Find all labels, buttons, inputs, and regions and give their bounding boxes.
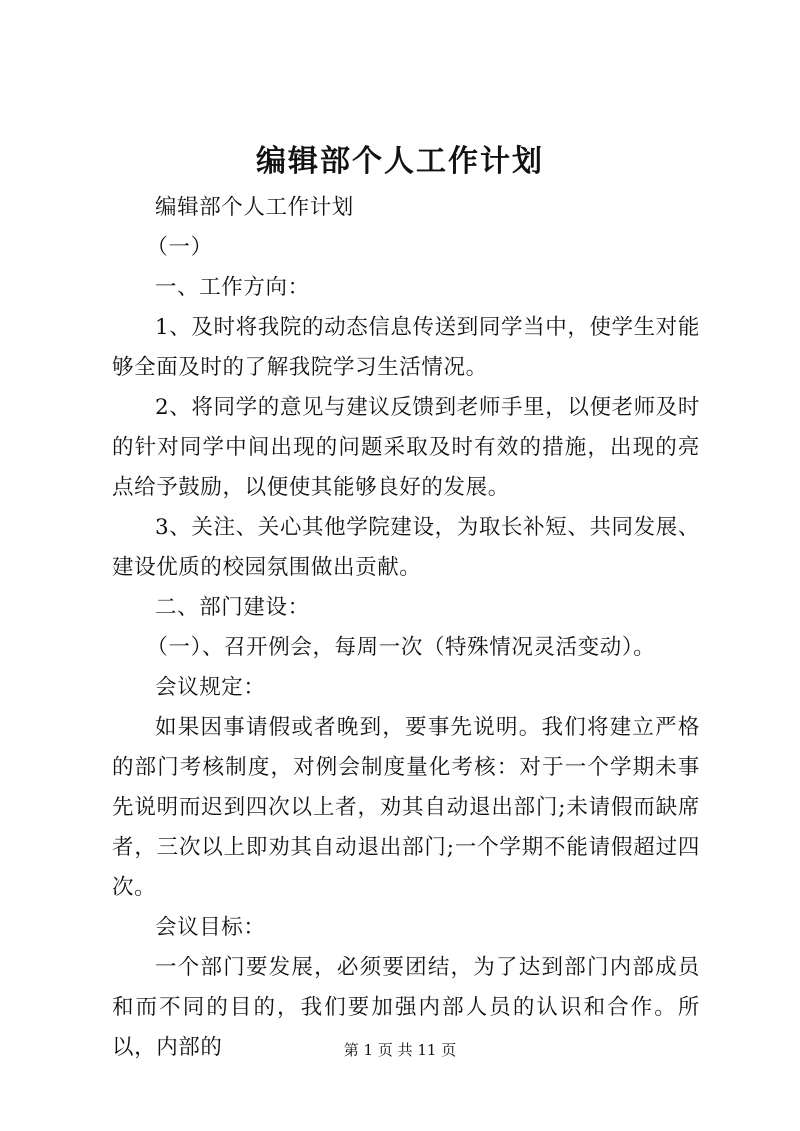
paragraph-subtitle: 编辑部个人工作计划: [155, 195, 354, 220]
paragraph-heading-meeting-goals: 会议目标：: [155, 915, 266, 940]
paragraph-heading-work-direction: 一、工作方向：: [155, 275, 310, 300]
paragraph-meeting-schedule: （一）、召开例会，每周一次（特殊情况灵活变动）。: [146, 635, 656, 660]
paragraph-item-1: 1、及时将我院的动态信息传送到同学当中，使学生对能够全面及时的了解我院学习生活情况。: [112, 315, 700, 380]
paragraph-item-2: 2、将同学的意见与建议反馈到老师手里，以便老师及时的针对同学中间出现的问题采取及时有效的措施，出现的亮点给予鼓励，以便使其能够良好的发展。: [112, 395, 700, 500]
document-body: [112, 188, 700, 1068]
paragraph-heading-meeting-rules: 会议规定：: [155, 675, 266, 700]
paragraph-meeting-goals: 一个部门要发展，必须要团结，为了达到部门内部成员和而不同的目的，我们要加强内部人员的认识和合作。所以，内部的: [112, 955, 700, 1060]
document-title: 编辑部个人工作计划: [256, 144, 544, 179]
paragraph-meeting-rules: 如果因事请假或者晚到，要事先说明。我们将建立严格的部门考核制度，对例会制度量化考核：对于一个学期未事先说明而迟到四次以上者，劝其自动退出部门;未请假而缺席者，三次以上即劝其自动退出部门;一个学期不能请假超过四次。: [112, 715, 700, 900]
paragraph-section-marker: （一）: [146, 235, 213, 260]
page-footer: 第 1 页 共 11 页: [343, 1041, 457, 1059]
paragraph-heading-department: 二、部门建设：: [155, 595, 310, 620]
paragraph-item-3: 3、关注、关心其他学院建设，为取长补短、共同发展、建设优质的校园氛围做出贡献。: [112, 515, 700, 580]
